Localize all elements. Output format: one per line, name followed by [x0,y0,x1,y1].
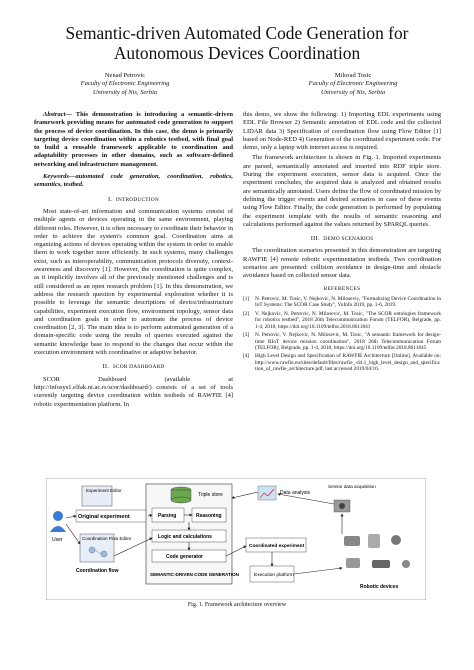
demo-paragraph: this demo, we show the following: 1) Importing EDL experiments using EDL File Browser 2) Semantic annotation of EDL code and the collected LIDAR data 3) Specification of coordination flow using Flow Editor [1] based on Node-RED 4) Generation of the coordinated experiment code. For demo, only a laptop with internet access is required. [243,111,441,152]
flow-node-icon [89,547,95,553]
figure-caption: Fig. 1. Framework architecture overview [187,602,287,608]
reference-item [243,353,441,373]
author-name: Nenad Petrovic [104,72,146,79]
experiment-editor-text: Experiment Editor [86,488,122,493]
section-number: I. [108,195,113,203]
parsing-label: Parsing [158,513,177,519]
reasoning-label: Reasoning [196,513,222,519]
coordination-flow-label: Coordination flow [76,568,119,574]
original-experiment-label: Original experiment [78,514,130,520]
robotic-devices-label: Robotic devices [360,584,399,590]
triple-store-icon [171,487,191,503]
user-label: User [52,537,63,543]
abstract-text: This demonstration is introducing a semantic-driven framework providing means for automated code generation to support the process of device coordination. In this case, the demo is primarily targeting device coordination within a robotics testbed, with final goal to build a reusable framework applicable to coordination and adaptability processes in other domains, such as software-defined networking and infrastructure management. [34,111,233,168]
section-heading-scor-dashboard [34,363,233,371]
logic-calc-label: Logic and calculations [158,534,212,540]
left-column [34,111,233,409]
reference-number: [4] [243,353,250,360]
reference-text: High Level Design and Specification of RAWFIE Architecture [Online]. Available on: http://www.rawfie.eu/sites/default/files/rawfie_-d4.1_high_level_design_and_specification_of_rawfie_architecture.pdf, last accessed 2019/04/16. [255,353,441,373]
architecture-figure [46,478,426,600]
code-generator-label: Code generator [166,554,203,560]
abstract-label: Abstract— [43,111,72,118]
paper-title-line2: Autonomous Devices Coordination [113,43,361,63]
execution-platform-label: Execution platform [254,573,294,578]
data-analysis-label: Data analysis [280,490,311,496]
data-analysis-icon [258,486,276,500]
section-heading-demo-scenarios [243,235,441,243]
flow-editor-label: Coordination Flow Editor [82,536,132,541]
semantic-code-gen-label: SEMANTIC-DRIVEN CODE GENERATION [150,572,239,577]
sensor-data-icon [334,500,350,512]
architecture-paragraph: The framework architecture is shown in Fig. 1. Imported experiments are parsed, semantically annotated and inserted into RDF triple store. During the experiment execution, sensor data is acquired. Once the experiment concludes, the acquired data is analyzed and obtained results are semantically annotated. Users define the flow of coordinated mission by defining the trigger events and desired scenarios in case of these events using Flow Editor. Finally, the code generation is performed by populating the experiment template with the results of semantic reasoning and calculations performed against the values returned by SPARQL queries. [243,154,441,228]
section-title: INTRODUCTION [115,196,159,203]
references-list [243,296,441,373]
reference-item [243,296,441,309]
reference-item [243,332,441,352]
references-heading: REFERENCES [323,285,361,292]
author-affiliation: Faculty of Electronic Engineering [308,80,398,88]
intro-paragraph: Most state-of-art information and communication systems consist of multiple agents or devices operating in the same environment, playing different roles. However, it is often necessary to coordinate their behavior in order to achieve the system's common goal. Coordination aims at organizing actions of devices operating within the system in order to enable them to work together more efficiently. In such systems, many challenges exist, such as interoperability, communication protocols diversity, context-awareness and discovery [1]. However, the coordination is quite complex, as it implicitly involves all of the previously mentioned challenges and is still considered as an open research problem [1]. In this demonstration, we address the research question by experimental exploration whether it is possible to leverage the semantic descriptions of device/infrastructure capabilities, experiment execution flow, environment topology, sensor data and coordination goals in order to automate the process of device coordination [2, 3]. The main idea is to perform automated generation of a domain-specific code using the results of queries executed against the semantic knowledge base to respond to the changes that occur within the execution environment with coordinative or adaptive behavior. [34,207,233,357]
right-column [243,111,441,375]
section-heading-introduction [34,196,233,204]
author-block-1 [30,72,220,97]
scor-paragraph: SCOR Dashboard (available at http://infosys1.elfak.ni.ac.rs/scor/dashboard/) consists of a set of tools currently targeting device coordination within testbeds of RAWFIE [4] robotic experimentation platform. In [34,375,233,408]
author-university: University of Nis, Serbia [320,88,386,96]
reference-text: N. Petrovic, M. Tosic, V. Nejkovic, N. Milosevic, "Formalizing Device Coordination in IoT Systems: The SCOR Case Study", YuInfo 2019, pp. 1-6, 2019. [255,295,441,309]
author-university: University of Nis, Serbia [92,88,158,96]
author-affiliation: Faculty of Electronic Engineering [80,80,170,88]
section-number: II. [102,363,110,371]
reference-number: [1] [243,295,250,302]
scenarios-paragraph: The coordination scenarios presented in this demonstration are targeting RAWFIE [4] remote robotic experimentation testbeds. Two coordination scenarios are presented: collision avoidance in design-time and obstacle avoidance based on collected sensor data. [243,247,441,280]
sensor-data-label: Sensor data acquisition [328,484,376,489]
reference-text: V. Nejkovic, N. Petrovic, N. Milosevic, M. Tosic, "The SCOR ontologies framework for robotics testbed", 2018 26th Telecommunication Forum (TELFOR), Belgrade, pp. 1-4, 2018, https://doi.org/10.1109/telfor.2018.8611841 [255,310,441,330]
reference-item [243,311,441,331]
author-block-2 [258,72,448,97]
keywords [34,173,233,190]
experiment-editor-label [86,488,122,493]
section-title: SCOR DASHBOARD [112,364,165,371]
flow-node-icon [101,551,107,557]
reference-number: [3] [243,332,250,339]
paper-title-line1: Semantic-driven Automated Code Generation for [65,23,409,43]
reference-text: N. Petrovic, V. Nejkovic, N. Milosevic, M. Tosic, "A semantic framework for design-time RIoT device mission coordination", 2018 26th Telecommunication Forum (TELFOR), Belgrade, pp. 1-4, 2018, https://doi.org/10.1109/telfor.2018.8611845 [255,332,441,352]
keywords-text: automated code generation, coordination, robotics, semantics, testbed. [34,173,233,189]
triple-store-label: Triple store [198,492,223,498]
abstract [34,111,233,169]
reference-number: [2] [243,310,250,317]
author-name: Milorad Tosic [334,72,372,79]
coordinated-experiment-label: Coordinated experiment [249,544,305,549]
section-title: DEMO SCENARIOS [323,236,374,243]
section-number: III. [310,235,320,243]
keywords-label: Keywords— [43,173,76,181]
